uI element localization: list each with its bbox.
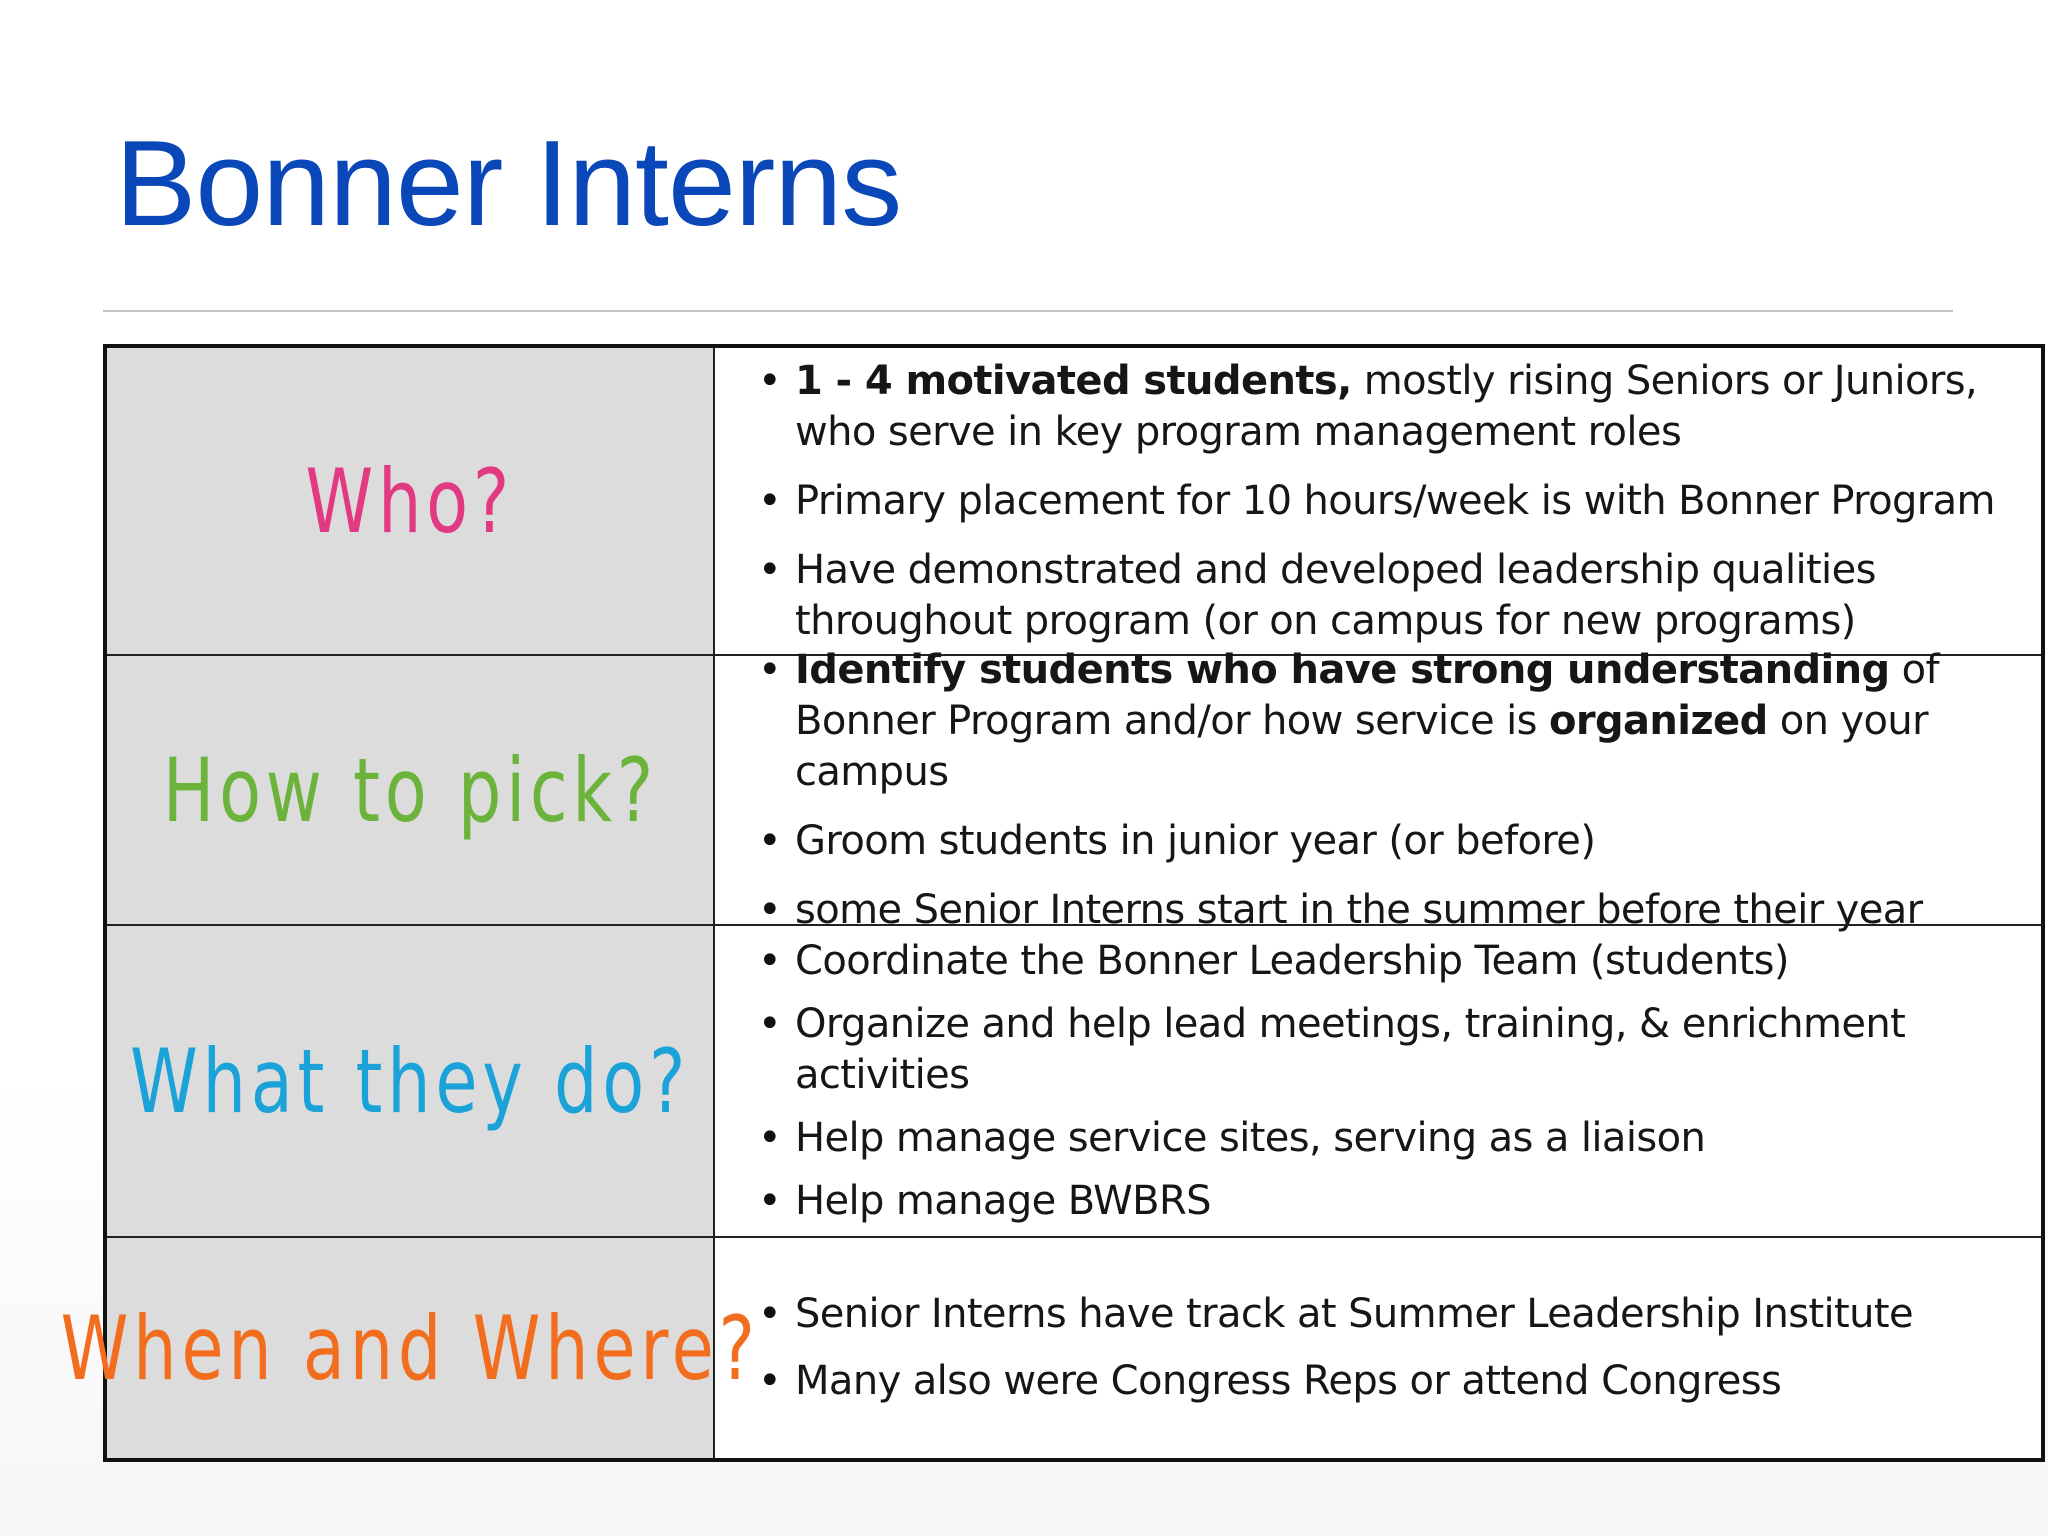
table-row-who [107, 348, 2041, 654]
row-label-cell [60, 1238, 760, 1458]
table-row-how-to-pick [107, 646, 2041, 933]
table-row-when-and-where [60, 1236, 2041, 1458]
list-item [760, 476, 2013, 527]
bullet-text: Organize and help lead meetings, training, & enrichment activities [795, 1000, 1906, 1098]
list-item [760, 1113, 2013, 1164]
list-item [760, 999, 2013, 1101]
bullet-text: on your campus [795, 697, 1929, 795]
bullet-text: Help manage service sites, serving as a liaison [795, 1114, 1706, 1161]
row-label-how-to-pick: How to pick? [162, 738, 658, 842]
list-item [760, 356, 2013, 458]
bullet-list [760, 1289, 2013, 1407]
list-item [760, 936, 2013, 987]
row-content-cell [715, 1238, 2041, 1458]
bullet-text: Have demonstrated and developed leadership qualities throughout program (or on campus for new programs) [795, 546, 1876, 644]
slide-title: Bonner Interns [115, 115, 902, 251]
bullet-bold-text: 1 - 4 motivated students, [795, 357, 1352, 404]
bullet-text: Help manage BWBRS [795, 1177, 1211, 1224]
row-label-when-and-where: When and Where? [60, 1296, 760, 1400]
bullet-text: some Senior Interns start in the summer before their year [795, 886, 1923, 933]
bullet-bold-text: Identify students who have strong understanding [795, 646, 1890, 693]
bullet-text: of Bonner Program and/or how service is [795, 646, 1940, 744]
bullet-list [760, 645, 2013, 936]
list-item [760, 816, 2013, 867]
bullet-text: Primary placement for 10 hours/week is with Bonner Program [795, 477, 1995, 524]
row-label-cell [107, 656, 715, 924]
info-table [60, 344, 2045, 1462]
row-label-cell [107, 926, 715, 1236]
list-item [760, 545, 2013, 647]
row-label-what-they-do: What they do? [129, 1029, 691, 1133]
bullet-list [760, 356, 2013, 647]
bullet-text: Groom students in junior year (or before) [795, 817, 1596, 864]
row-label-cell [107, 348, 715, 654]
list-item [760, 1289, 2013, 1340]
bullet-text: mostly rising Seniors or Juniors, who serve in key program management roles [795, 357, 1978, 455]
table-row-what-they-do [107, 924, 2041, 1236]
title-divider [103, 310, 1953, 312]
row-content-cell [715, 646, 2041, 933]
bullet-bold-text: organized [1548, 697, 1768, 744]
row-label-who: Who? [305, 449, 515, 553]
bullet-list [760, 936, 2013, 1227]
list-item [760, 645, 2013, 798]
list-item [760, 1356, 2013, 1407]
list-item [760, 1176, 2013, 1227]
bullet-text: Coordinate the Bonner Leadership Team (students) [795, 937, 1789, 984]
row-content-cell [715, 926, 2041, 1236]
row-content-cell [715, 348, 2041, 654]
bullet-text: Many also were Congress Reps or attend Congress [795, 1358, 1782, 1404]
bullet-text: Senior Interns have track at Summer Leadership Institute [795, 1291, 1913, 1337]
